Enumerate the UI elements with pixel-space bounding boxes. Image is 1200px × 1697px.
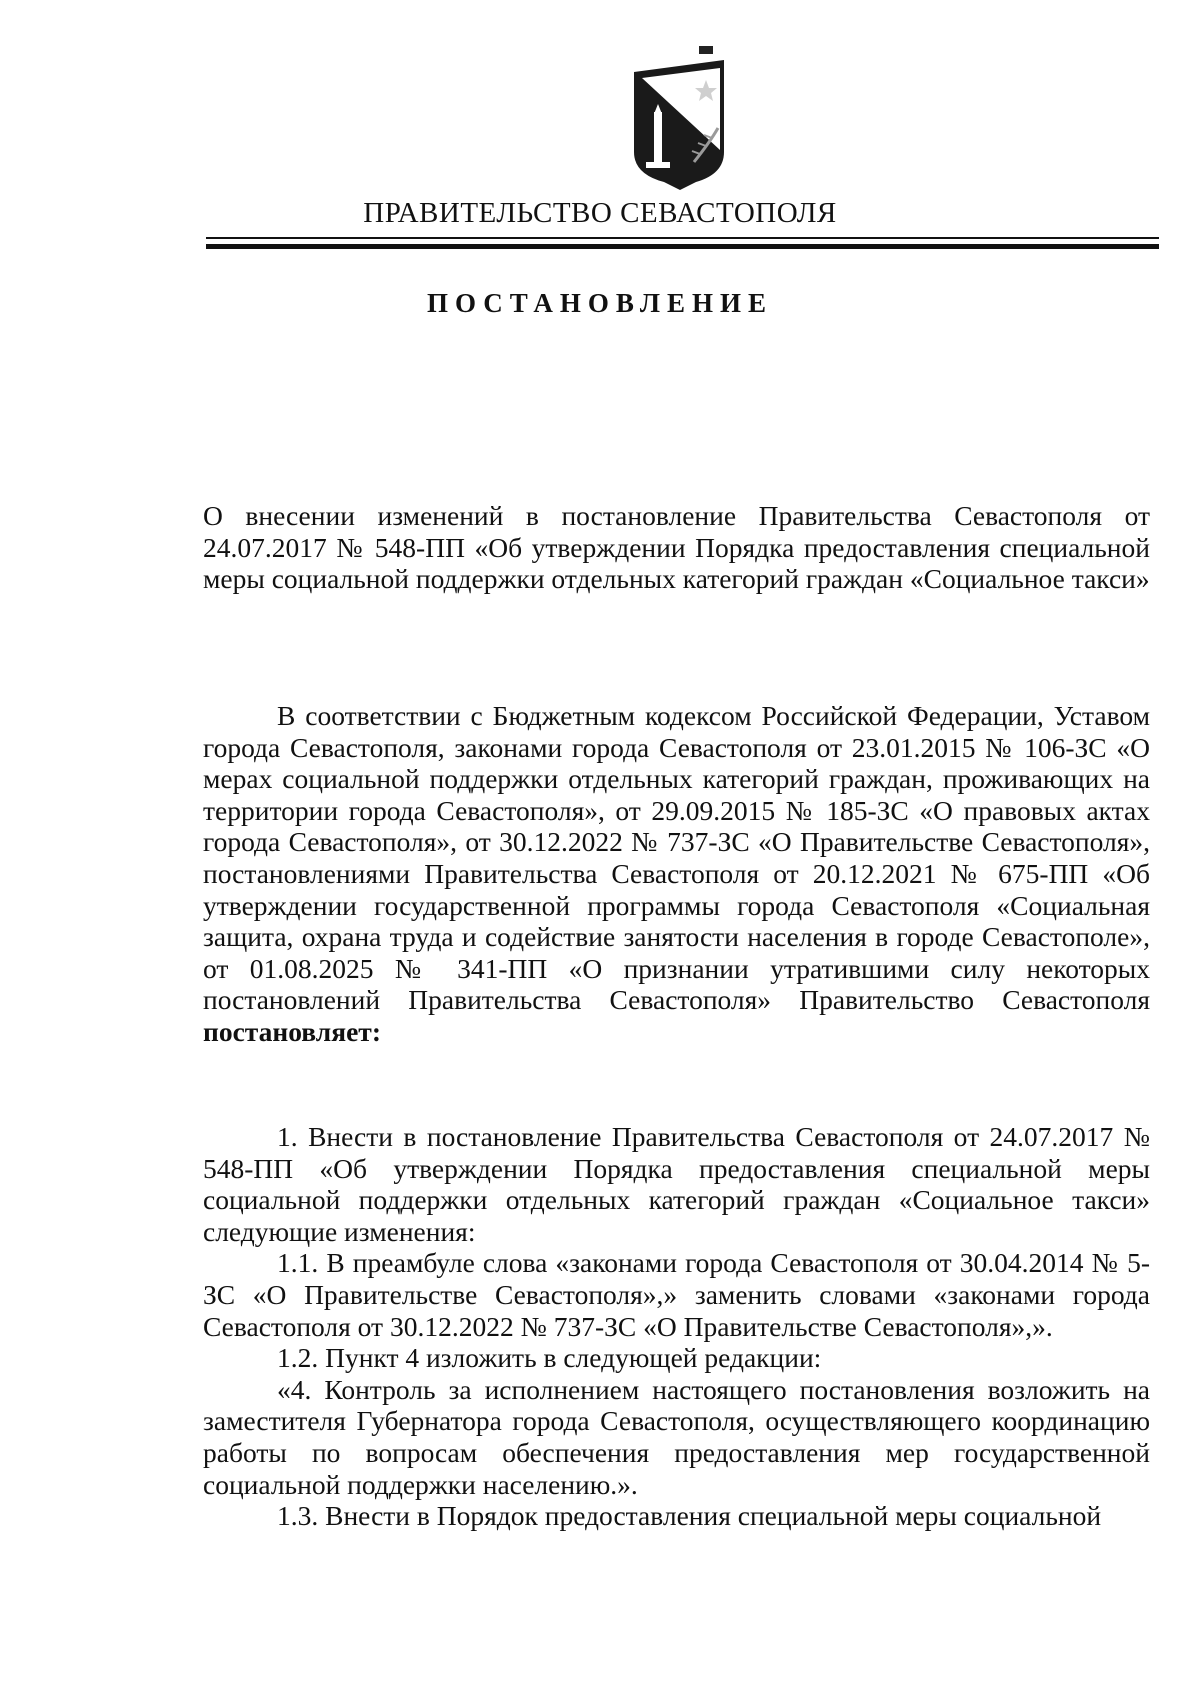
preamble-paragraph	[203, 700, 1150, 1048]
item-1-2: 1.2. Пункт 4 изложить в следующей редакции:	[277, 1342, 822, 1374]
preamble-emphasis: постановляет:	[203, 1015, 381, 1047]
header-rule-thin	[206, 237, 1159, 239]
item-1: 1. Внести в постановление Правительства Севастополя от 24.07.2017 № 548-ПП «Об утверждении Порядка предоставления специальной меры социальной поддержки отдельных категорий граждан «Социальное такси» следующие изменения:	[203, 1121, 1150, 1247]
header-rule-thick	[206, 244, 1159, 249]
preamble-block	[203, 700, 1150, 1048]
org-name: ПРАВИТЕЛЬСТВО СЕВАСТОПОЛЯ	[363, 197, 837, 229]
document-type: ПОСТАНОВЛЕНИЕ	[426, 288, 774, 318]
item-1-3: 1.3. Внести в Порядок предоставления специальной меры социальной	[277, 1500, 1102, 1532]
items-block	[203, 1121, 1150, 1532]
preamble-text: В соответствии с Бюджетным кодексом Российской Федерации, Уставом города Севастополя, законами города Севастополя от 23.01.2015 № 106-ЗС «О мерах социальной поддержки отдельных категорий граждан, проживающих на территории города Севастополя», от 29.09.2015 № 185-ЗС «О правовых актах города Севастополя», от 30.12.2022 № 737-ЗС «О Правительстве Севастополя», постановлениями Правительства Севастополя от 20.12.2021 № 675-ПП «Об утверждении государственной программы города Севастополя «Социальная защита, охрана труда и содействие занятости населения в городе Севастополе», от 01.08.2025 № 341-ПП «О признании утратившими силу некоторых постановлений Правительства Севастополя» Правительство Севастополя	[203, 700, 1150, 1016]
item-1-1: 1.1. В преамбуле слова «законами города Севастополя от 30.04.2014 № 5-ЗС «О Правительстве Севастополя»,» заменить словами «законами города Севастополя от 30.12.2022 № 737-ЗС «О Правительстве Севастополя»,».	[203, 1247, 1150, 1342]
coat-of-arms-icon	[624, 42, 736, 192]
subject-text: О внесении изменений в постановление Правительства Севастополя от 24.07.2017 № 548-ПП «Об утверждении Порядка предоставления специальной меры социальной поддержки отдельных категорий граждан «Социальное такси»	[203, 500, 1150, 595]
item-1-2-quote: «4. Контроль за исполнением настоящего постановления возложить на заместителя Губернатора города Севастополя, осуществляющего координацию работы по вопросам обеспечения предоставления мер государственной социальной поддержки населению.».	[203, 1373, 1150, 1500]
subject-block	[203, 500, 1150, 595]
